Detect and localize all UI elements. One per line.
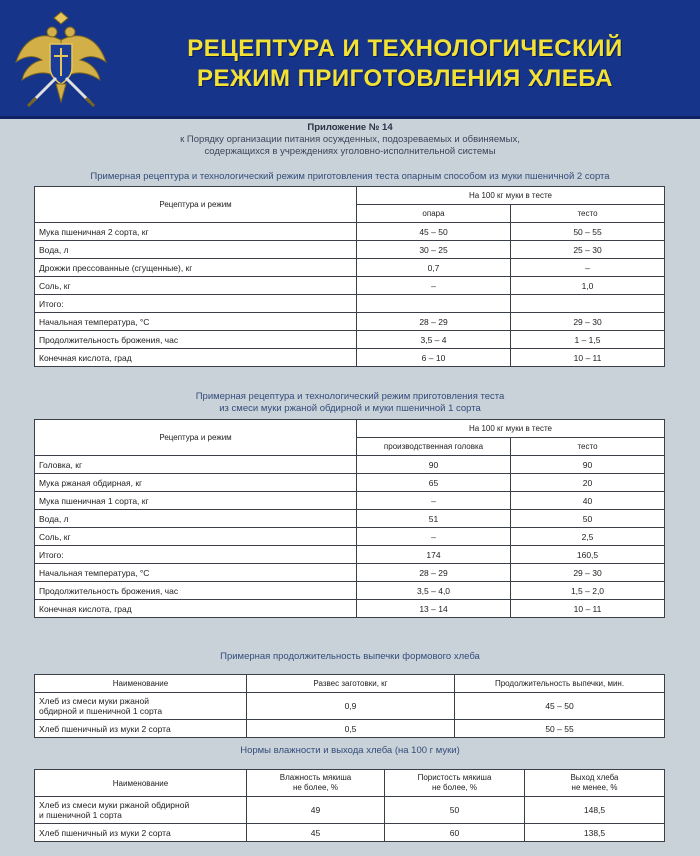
table4-row-name-line-2: и пшеничной 1 сорта (39, 810, 122, 820)
table2-row-a: 13 – 14 (357, 600, 511, 618)
table2-row-b: 29 – 30 (511, 564, 665, 582)
table1-row-a: 3,5 – 4 (357, 331, 511, 349)
table2-caption-line-1: Примерная рецептура и технологический режим приготовления теста (195, 391, 505, 402)
table4-header-a-line-1: Влажность мякиша (279, 773, 352, 782)
table3-row-name-line-1: Хлеб из смеси муки ржаной (39, 696, 150, 706)
table2-row-b: 20 (511, 474, 665, 492)
table4-header-name: Наименование (35, 770, 247, 797)
table1 (34, 186, 665, 367)
table1-row-name: Мука пшеничная 2 сорта, кг (35, 223, 357, 241)
table1-row-name: Соль, кг (35, 277, 357, 295)
table1-row-a: 28 – 29 (357, 313, 511, 331)
table1-header-b: тесто (511, 205, 665, 223)
table2-row-a: 65 (357, 474, 511, 492)
table2-row-a: – (357, 492, 511, 510)
table3-row-a: 0,9 (247, 693, 455, 720)
table2-row-name: Мука пшеничная 1 сорта, кг (35, 492, 357, 510)
table-row (35, 510, 665, 528)
table3-header-a: Развес заготовки, кг (247, 675, 455, 693)
table2-row-name: Вода, л (35, 510, 357, 528)
table4 (34, 769, 665, 842)
table1-row-b: 29 – 30 (511, 313, 665, 331)
table-row (35, 474, 665, 492)
table3 (34, 674, 665, 738)
appendix-note (40, 122, 660, 158)
table-row (35, 546, 665, 564)
table4-row-b: 50 (385, 797, 525, 824)
page-title (120, 34, 690, 94)
table1-row-name: Итого: (35, 295, 357, 313)
table2-row-b: 90 (511, 456, 665, 474)
table1-row-b: 50 – 55 (511, 223, 665, 241)
table1-row-b: – (511, 259, 665, 277)
table4-row-c: 148,5 (525, 797, 665, 824)
table3-header-b: Продолжительность выпечки, мин. (455, 675, 665, 693)
table4-row-name-line-1: Хлеб из смеси муки ржаной обдирной (39, 800, 190, 810)
table3-row-b: 50 – 55 (455, 720, 665, 738)
table2-row-name: Конечная кислота, град (35, 600, 357, 618)
table-row (35, 295, 665, 313)
table2-row-name: Головка, кг (35, 456, 357, 474)
table2-row-name: Продолжительность брожения, час (35, 582, 357, 600)
table4-row-name (35, 797, 247, 824)
title-line-1: РЕЦЕПТУРА И ТЕХНОЛОГИЧЕСКИЙ (187, 35, 623, 62)
table-row (35, 492, 665, 510)
table2-row-b: 40 (511, 492, 665, 510)
table1-row-name: Дрожжи прессованные (сгущенные), кг (35, 259, 357, 277)
table-row (35, 720, 665, 738)
table3-row-a: 0,5 (247, 720, 455, 738)
table2-header-group: На 100 кг муки в тесте (357, 420, 665, 438)
table4-header-c-line-1: Выход хлеба (570, 773, 619, 782)
appendix-number: Приложение № 14 (307, 122, 393, 133)
table2-caption (20, 391, 680, 415)
table-row (35, 528, 665, 546)
table2-row-b: 160,5 (511, 546, 665, 564)
table4-row-b: 60 (385, 824, 525, 842)
table1-row-name: Начальная температура, °С (35, 313, 357, 331)
table2-row-name: Соль, кг (35, 528, 357, 546)
table2-row-a: 28 – 29 (357, 564, 511, 582)
table1-row-a: 45 – 50 (357, 223, 511, 241)
table-row (35, 797, 665, 824)
table4-caption: Нормы влажности и выхода хлеба (на 100 г муки) (240, 745, 460, 756)
double-headed-eagle-emblem-icon (12, 10, 110, 110)
table2-row-name: Начальная температура, °С (35, 564, 357, 582)
table2-header-b: тесто (511, 438, 665, 456)
appendix-line-1: к Порядку организации питания осужденных, подозреваемых и обвиняемых, (180, 134, 520, 145)
table2-row-a: 51 (357, 510, 511, 528)
table1-header-a: опара (357, 205, 511, 223)
table-row (35, 600, 665, 618)
header-banner (0, 0, 700, 119)
table2-row-name: Мука ржаная обдирная, кг (35, 474, 357, 492)
table1-row-name: Вода, л (35, 241, 357, 259)
table1-row-b (511, 295, 665, 313)
table-row (35, 693, 665, 720)
table1-row-b: 1,0 (511, 277, 665, 295)
table1-header-group: На 100 кг муки в тесте (357, 187, 665, 205)
table1-row-b: 25 – 30 (511, 241, 665, 259)
table4-header-b-line-1: Пористость мякиша (417, 773, 492, 782)
table1-caption: Примерная рецептура и технологический режим приготовления теста опарным способом из муки пшеничной 2 сорта (90, 171, 610, 182)
table1-row-a: 6 – 10 (357, 349, 511, 367)
title-line-2: РЕЖИМ ПРИГОТОВЛЕНИЯ ХЛЕБА (197, 65, 613, 92)
table2-row-b: 2,5 (511, 528, 665, 546)
table-row (35, 349, 665, 367)
appendix-line-2: содержащихся в учреждениях уголовно-исполнительной системы (204, 146, 496, 157)
table2-row-a: – (357, 528, 511, 546)
table2-header-main: Рецептура и режим (35, 420, 357, 456)
table4-header-b (385, 770, 525, 797)
table1-row-a: – (357, 277, 511, 295)
table2 (34, 419, 665, 618)
table4-row-a: 49 (247, 797, 385, 824)
table-row (35, 582, 665, 600)
table4-header-c (525, 770, 665, 797)
table2-row-b: 50 (511, 510, 665, 528)
table1-row-name: Конечная кислота, град (35, 349, 357, 367)
table3-row-name-line-2: обдирной и пшеничной 1 сорта (39, 706, 163, 716)
table1-row-name: Продолжительность брожения, час (35, 331, 357, 349)
table4-header-b-line-2: не более, % (431, 783, 478, 792)
table-row (35, 277, 665, 295)
table1-row-a: 0,7 (357, 259, 511, 277)
table2-row-b: 10 – 11 (511, 600, 665, 618)
table2-row-a: 3,5 – 4,0 (357, 582, 511, 600)
table-row (35, 824, 665, 842)
table2-row-name: Итого: (35, 546, 357, 564)
table2-row-a: 90 (357, 456, 511, 474)
table-row (35, 331, 665, 349)
table2-header-a: производственная головка (357, 438, 511, 456)
table3-row-b: 45 – 50 (455, 693, 665, 720)
table1-row-a: 30 – 25 (357, 241, 511, 259)
table3-header-name: Наименование (35, 675, 247, 693)
table2-row-b: 1,5 – 2,0 (511, 582, 665, 600)
table2-row-a: 174 (357, 546, 511, 564)
table4-header-c-line-2: не менее, % (571, 783, 618, 792)
table-row (35, 313, 665, 331)
table4-row-name: Хлеб пшеничный из муки 2 сорта (35, 824, 247, 842)
table1-row-b: 1 – 1,5 (511, 331, 665, 349)
table-row (35, 456, 665, 474)
table-row (35, 241, 665, 259)
table4-row-a: 45 (247, 824, 385, 842)
table3-row-name: Хлеб пшеничный из муки 2 сорта (35, 720, 247, 738)
table2-caption-line-2: из смеси муки ржаной обдирной и муки пшеничной 1 сорта (219, 403, 481, 414)
table4-header-a (247, 770, 385, 797)
table1-header-main: Рецептура и режим (35, 187, 357, 223)
table-row (35, 564, 665, 582)
table1-row-a (357, 295, 511, 313)
table3-caption: Примерная продолжительность выпечки формового хлеба (220, 651, 480, 662)
table-row (35, 223, 665, 241)
table4-header-a-line-2: не более, % (292, 783, 339, 792)
table4-row-c: 138,5 (525, 824, 665, 842)
table3-row-name (35, 693, 247, 720)
table-row (35, 259, 665, 277)
table1-row-b: 10 – 11 (511, 349, 665, 367)
